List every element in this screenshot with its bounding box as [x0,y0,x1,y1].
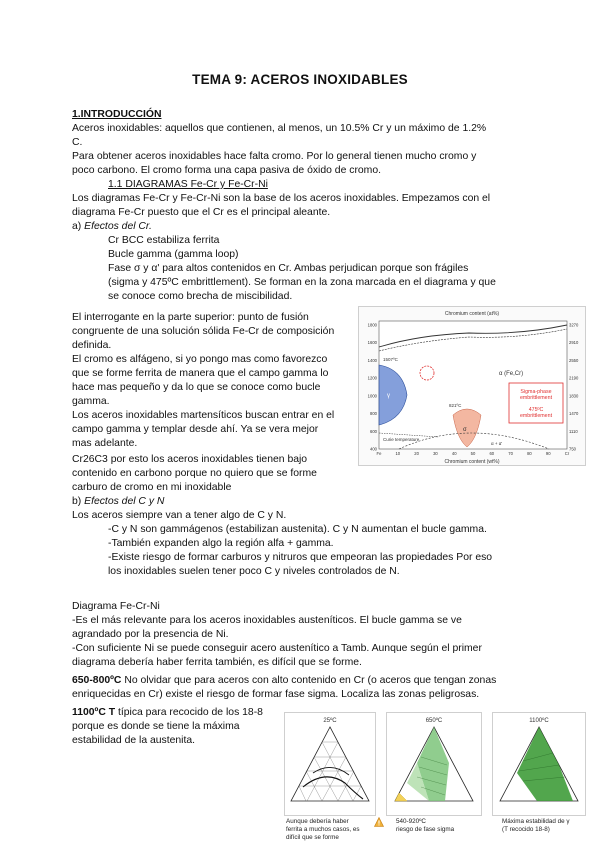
body-line: porque es donde se tiene la máxima [72,721,240,732]
x-tick-label: 80 [527,451,532,456]
phase-boundary [313,767,349,775]
effect-line: se conoce como brecha de miscibilidad. [108,291,293,302]
y-tick-label-f: 2910 [569,340,579,346]
effect-line: Fase σ y α' para altos contenidos en Cr. Ambas perjudican porque son frágiles [108,263,469,274]
ternary-caption [502,818,570,834]
ternary-caption [286,818,360,842]
phase-boundary [303,777,363,799]
ternary-650c-svg [387,713,481,815]
effect-line: (sigma y 475ºC embrittlement). Se forman en la zona marcada en el diagrama y que [108,277,496,288]
y-tick-label-f: 3270 [569,322,579,328]
x-tick-label: 30 [433,451,438,456]
body-line: que se forme ferrita de manera que el campo gamma lo [72,368,329,379]
y-tick-label-f: 1830 [569,393,579,399]
temp-821-label: 821ºC [449,403,462,408]
y-tick-label-c: 1000 [367,393,377,399]
x-tick-label: 10 [395,451,401,456]
ternary-diagram-25c [284,712,376,816]
temp-1507-label: 1507ºC [383,357,398,362]
list-title: Efectos del C y N [84,496,165,507]
caption-line: riesgo de fase sigma [396,826,455,833]
y-tick-label-c: 1800 [367,322,377,328]
body-line: gamma. [72,396,110,407]
ternary-diagram-1100c [492,712,586,816]
y-tick-label-c: 800 [370,411,377,417]
list-label: b) [72,496,82,507]
alpha-alpha-prime-label: α + α' [491,441,503,446]
fecrni-heading: Diagrama Fe-Cr-Ni [72,601,160,612]
intro-line: C. [72,137,83,148]
y-tick-label-f: 1110 [569,428,578,434]
temp-650-bold: 650-800ºC [72,675,122,686]
page-title: TEMA 9: ACEROS INOXIDABLES [192,72,408,87]
x-tick-label: Cr [564,451,570,456]
body-line: congruente de una solución sólida Fe-Cr de composición [72,326,335,337]
list-title: Efectos del Cr. [84,221,152,232]
intro-line: Para obtener aceros inoxidables hace falta cromo. Por lo general tienen mucho cromo y [72,151,477,162]
body-line: definida. [72,340,112,351]
em475-label: 475ºC embrittlement [519,407,553,419]
effect-line: -Existe riesgo de formar carburos y nitruros que empeoran las propiedades Por eso [108,552,493,563]
caption-line: Aunque debería haber [286,818,349,825]
body-line: -Es el más relevante para los aceros inoxidables austeníticos. El bucle gamma se ve [72,615,462,626]
x-tick-label: 50 [470,451,476,456]
ternary-temp-label: 25ºC [323,718,337,724]
ternary-1100c-svg [493,713,585,815]
body-line: Los aceros inoxidables martensíticos buscan entrar en el [72,410,335,421]
caption-line: difícil que se forme [286,834,339,841]
body-line: mas adelante. [72,438,138,449]
list-marker-b [72,495,164,509]
bottom-axis-label: Chromium content (wt%) [444,459,500,465]
alpha-label: α (Fe,Cr) [499,371,524,377]
x-axis-ticks [377,451,570,456]
x-tick-label: 90 [545,451,551,456]
effect-line: -C y N son gammágenos (estabilizan austenita). C y N aumentan el bucle gamma. [108,524,487,535]
body-line: campo gamma y templar desde ahí. Ya se vera mejor [72,424,319,435]
curie-label: Curie temperature [383,437,420,442]
intro-line: poco carbono. El cromo forma una capa pasiva de óxido de cromo. [72,165,382,176]
y-axis-left-ticks [368,323,378,452]
body-line: Cr26C3 por esto los aceros inoxidables tienen bajo [72,454,308,465]
caption-line: Máxima estabilidad de γ [502,818,570,825]
y-tick-label-f: 750 [569,446,576,452]
temp-1100-text: típica para recocido de los 18-8 [115,707,263,718]
body-line: diagrama Fe-Cr puesto que el Cr es el principal aleante. [72,207,331,218]
caption-line: (T recocido 18-8) [502,826,550,833]
y-tick-label-f: 1470 [569,411,579,417]
body-line: enriquecidas en Cr) existe el riesgo de formar fase sigma. Localiza las zonas peligrosas. [72,689,480,700]
x-tick-label: 40 [451,451,457,456]
effect-line: Bucle gamma (gamma loop) [108,249,239,260]
body-line: Los aceros siempre van a tener algo de C y N. [72,510,287,521]
gamma-label: γ [387,393,390,399]
list-label: a) [72,221,82,232]
body-line: Los diagramas Fe-Cr y Fe-Cr-Ni son la base de los aceros inoxidables. Empezamos con el [72,193,491,204]
sigma-embrittlement-label: Sigma-phase embrittlement [519,389,553,401]
body-line: -Con suficiente Ni se puede conseguir acero austenítico a Tamb. Aunque según el primer [72,643,482,654]
top-axis-label: Chromium content (at%) [444,311,500,317]
ternary-25c-svg [285,713,375,815]
effect-line: Cr BCC estabiliza ferrita [108,235,220,246]
body-line: hace mas pequeño y da lo que se conoce como bucle [72,382,321,393]
body-line: El cromo es alfágeno, si yo pongo mas como favorezco [72,354,328,365]
ternary-grid [299,742,361,801]
body-line: El interrogante en la parte superior: punto de fusión [72,312,309,323]
temp-1100-bold: 1100ºC T [72,707,116,718]
y-tick-label-f: 2550 [569,357,579,363]
list-marker-a [72,220,152,234]
y-tick-label-c: 1600 [367,340,377,346]
intro-heading: 1.INTRODUCCIÓN [72,109,162,120]
subsection-heading: 1.1 DIAGRAMAS Fe-Cr y Fe-Cr-Ni [108,179,268,190]
fe-cr-diagram-svg [359,307,585,465]
x-tick-label: Fe [376,451,382,456]
intro-line: Aceros inoxidables: aquellos que contienen, al menos, un 10.5% Cr y un máximo de 1.2% [72,123,487,134]
sigma-label: σ [463,427,467,433]
body-line: contenido en carbono porque no quiero que se forme [72,468,317,479]
warning-marker [395,793,407,801]
ternary-temp-label: 1100ºC [529,718,549,724]
body-line: agrandado por la presencia de Ni. [72,629,229,640]
y-tick-label-c: 1200 [367,375,377,381]
body-line: carburo de cromo en mi inoxidable [72,482,232,493]
y-tick-label-c: 400 [370,446,377,452]
temp-1100-line [72,706,263,720]
y-tick-label-c: 1400 [367,357,377,363]
temp-650-line [72,674,496,688]
body-line: estabilidad de la austenita. [72,735,196,746]
effect-line: los inoxidables suelen tener poco C y niveles controlados de N. [108,566,400,577]
y-tick-label-c: 600 [370,428,377,434]
effect-line: -También expanden algo la región alfa + gamma. [108,538,334,549]
x-tick-label: 20 [414,451,419,456]
x-tick-label: 60 [489,451,495,456]
ternary-caption [396,818,454,834]
caption-line: 540-920ºC [396,818,426,825]
body-line: diagrama debería haber ferrita también, es difícil que se forme. [72,657,362,668]
y-tick-label-f: 2190 [569,375,579,381]
ternary-diagram-650c [386,712,482,816]
fe-cr-phase-diagram [358,306,586,466]
temp-650-text: No olvidar que para aceros con alto contenido en Cr (o aceros que tengan zonas [121,675,497,686]
ternary-triangle [291,727,369,801]
x-tick-label: 70 [508,451,513,456]
warning-triangle-icon [374,814,384,824]
y-axis-right-ticks [569,323,579,452]
caption-line: ferrita a muchos casos, es [286,826,360,833]
ternary-temp-label: 650ºC [425,718,443,724]
